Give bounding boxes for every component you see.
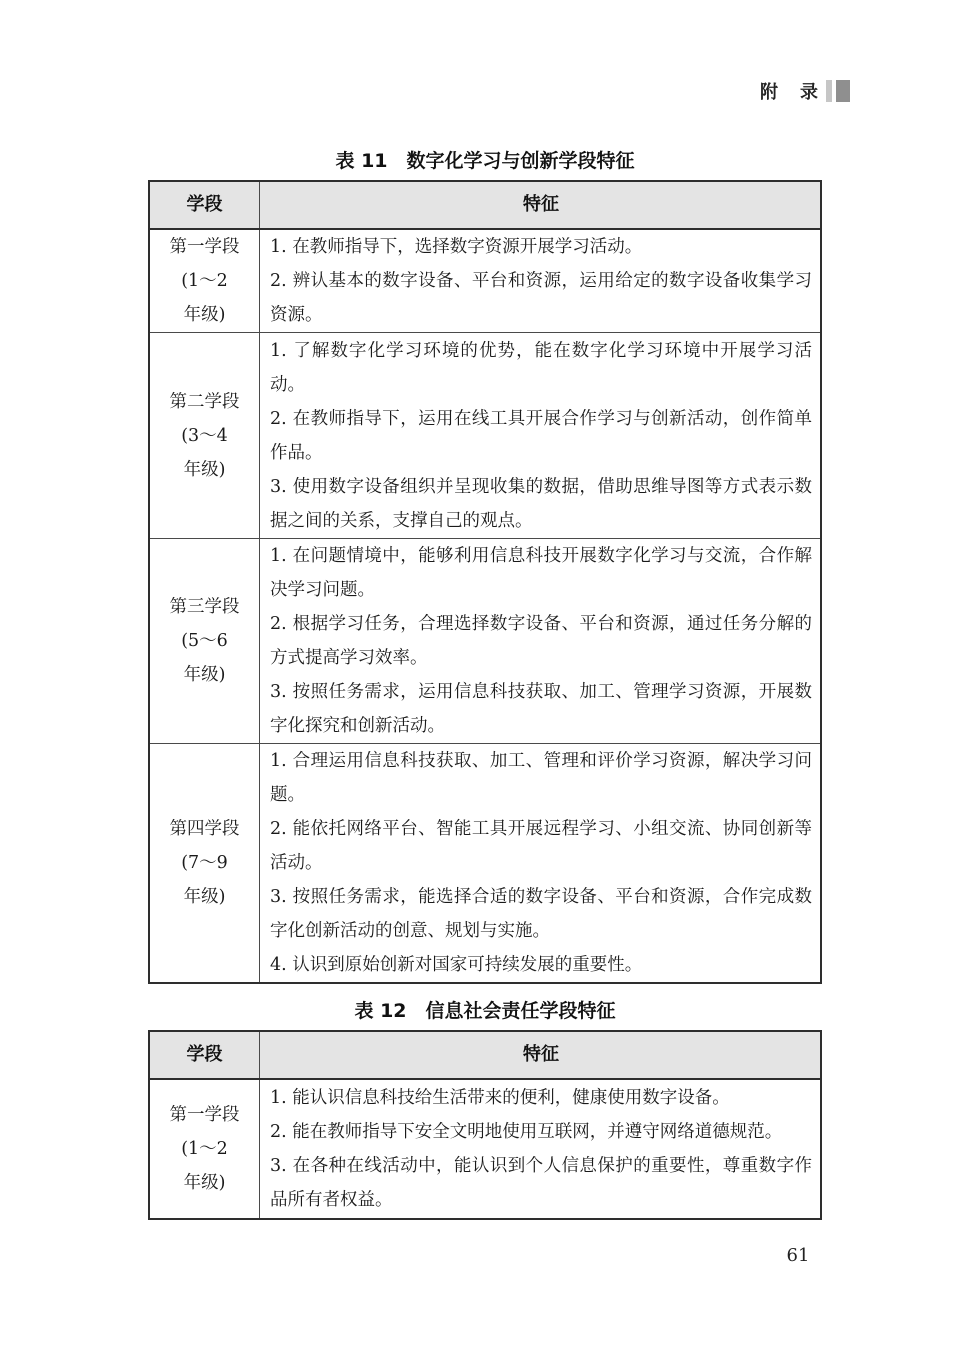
stage-line: 年级) [183, 459, 226, 480]
table-row [150, 744, 820, 982]
features-cell [260, 1080, 820, 1218]
stage-line: 第三学段 [169, 597, 240, 617]
stage-cell [150, 1080, 260, 1218]
feature-item: 3. 在各种在线活动中，能认识到个人信息保护的重要性，尊重数字作品所有者权益。 [270, 1156, 812, 1210]
feature-item: 2. 在教师指导下，运用在线工具开展合作学习与创新活动，创作简单作品。 [270, 408, 812, 463]
stage-line: 年级) [183, 887, 226, 907]
feature-item: 2. 辨认基本的数字设备、平台和资源，运用给定的数字设备收集学习资源。 [270, 271, 812, 325]
table-row [150, 333, 820, 539]
stage-line: 第四学段 [169, 819, 240, 839]
stage-line: (7～9 [181, 853, 228, 873]
table-11 [148, 180, 822, 984]
features-cell [260, 230, 820, 332]
column-header-features: 特征 [523, 194, 559, 215]
table-header-row [150, 182, 820, 230]
feature-item: 1. 在教师指导下，选择数字资源开展学习活动。 [270, 237, 643, 257]
column-header-features: 特征 [523, 1044, 559, 1065]
column-header-stage: 学段 [150, 182, 260, 228]
header-decoration-bars-icon [826, 80, 850, 102]
stage-line: (5～6 [181, 631, 228, 651]
feature-item: 4. 认识到原始创新对国家可持续发展的重要性。 [270, 955, 643, 975]
feature-item: 3. 按照任务需求，能选择合适的数字设备、平台和资源，合作完成数字化创新活动的创意、规划与实施。 [270, 887, 812, 941]
stage-line: 第二学段 [169, 391, 240, 412]
stage-cell [150, 333, 260, 538]
feature-item: 3. 使用数字设备组织并呈现收集的数据，借助思维导图等方式表示数据之间的关系，支撑自己的观点。 [270, 476, 812, 531]
feature-item: 2. 能在教师指导下安全文明地使用互联网，并遵守网络道德规范。 [270, 1122, 783, 1142]
table-row [150, 1080, 820, 1218]
features-cell [260, 744, 820, 982]
table-12-title: 表 12 信息社会责任学段特征 [354, 1000, 616, 1022]
stage-line: (1～2 [181, 1139, 228, 1159]
page-number: 61 [786, 1245, 810, 1266]
feature-item: 2. 根据学习任务，合理选择数字设备、平台和资源，通过任务分解的方式提高学习效率。 [270, 614, 812, 668]
stage-cell [150, 230, 260, 332]
stage-cell [150, 744, 260, 982]
column-header-stage: 学段 [150, 1032, 260, 1078]
feature-item: 1. 合理运用信息科技获取、加工、管理和评价学习资源，解决学习问题。 [270, 751, 812, 805]
table-header-row [150, 1032, 820, 1080]
header-bar-light [826, 80, 832, 102]
feature-item: 1. 能认识信息科技给生活带来的便利，健康使用数字设备。 [270, 1088, 730, 1108]
stage-line: 年级) [183, 1173, 226, 1193]
table-row [150, 539, 820, 744]
header-bar-dark [836, 80, 850, 102]
table-11-title: 表 11 数字化学习与创新学段特征 [335, 150, 635, 172]
features-cell [260, 539, 820, 743]
feature-item: 2. 能依托网络平台、智能工具开展远程学习、小组交流、协同创新等活动。 [270, 819, 812, 873]
feature-item: 1. 了解数字化学习环境的优势，能在数字化学习环境中开展学习活动。 [270, 340, 812, 395]
stage-cell [150, 539, 260, 743]
stage-line: 第一学段 [169, 237, 240, 257]
running-header [760, 78, 850, 104]
stage-line: 年级) [183, 665, 226, 685]
feature-item: 1. 在问题情境中，能够利用信息科技开展数字化学习与交流，合作解决学习问题。 [270, 546, 812, 600]
features-cell [260, 333, 820, 538]
stage-line: 第一学段 [169, 1105, 240, 1125]
feature-item: 3. 按照任务需求，运用信息科技获取、加工、管理学习资源，开展数字化探究和创新活动。 [270, 682, 812, 736]
stage-line: (3～4 [181, 425, 228, 446]
stage-line: (1～2 [181, 271, 228, 291]
running-header-label: 附 录 [760, 82, 820, 103]
stage-line: 年级) [183, 305, 226, 325]
table-12 [148, 1030, 822, 1220]
table-row [150, 230, 820, 333]
